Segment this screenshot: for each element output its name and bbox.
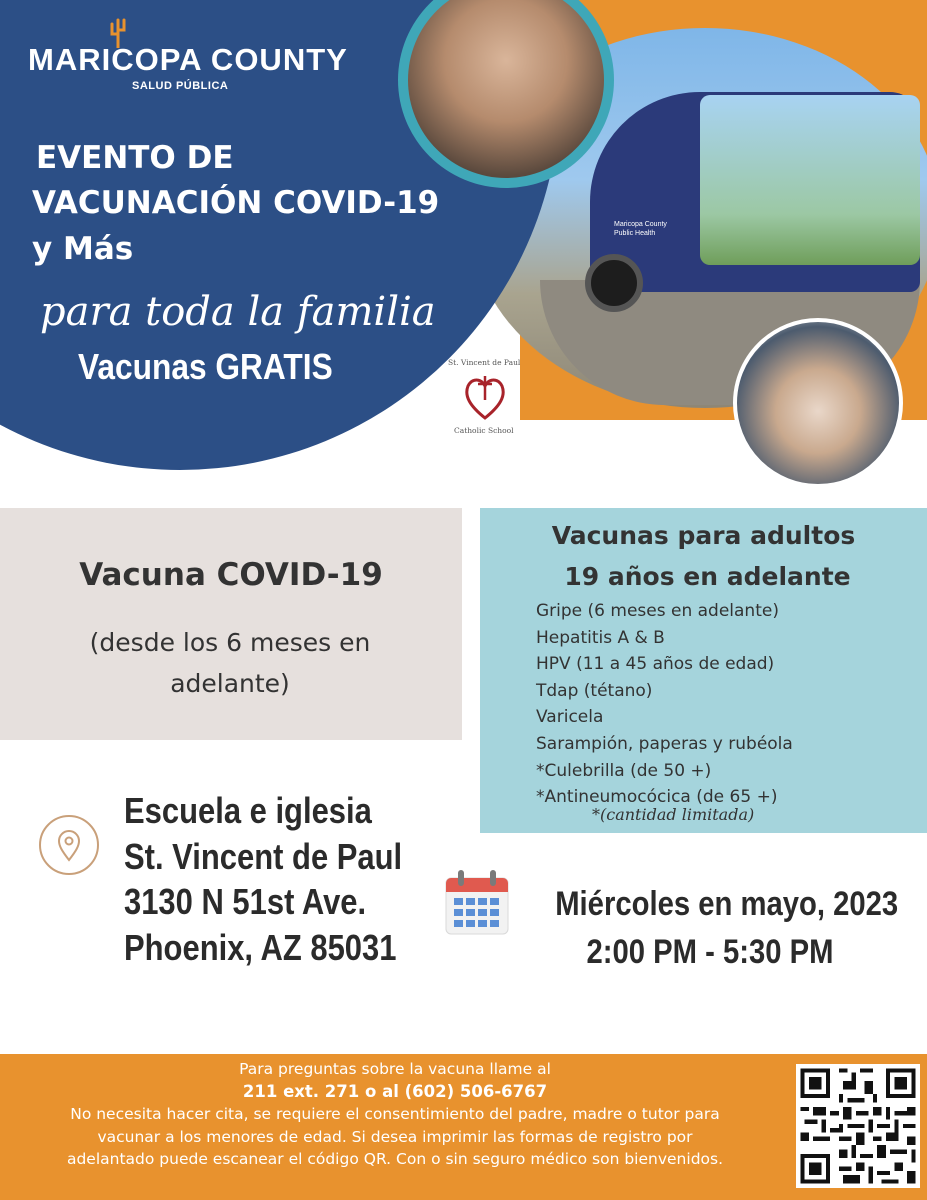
van-logo: [614, 220, 667, 238]
adult-vaccine-list: [536, 598, 793, 811]
hero-title-line2: VACUNACIÓN COVID-19: [32, 185, 440, 221]
address-line: 3130 N 51st Ave.: [124, 881, 367, 922]
van-wrap-graphic: [700, 95, 920, 265]
footer-phone: 211 ext. 271 o al (602) 506-6767: [242, 1081, 548, 1101]
hero-title-line1: EVENTO DE: [36, 140, 234, 176]
free-vaccines-label: Vacunas GRATIS: [78, 346, 333, 387]
hero-tagline: para toda la familia: [40, 289, 436, 335]
van-logo-line1: Maricopa County: [614, 221, 667, 228]
address-line: St. Vincent de Paul: [124, 835, 403, 877]
cactus-logo-icon: [108, 14, 128, 48]
list-item: Tdap (tétano): [536, 680, 653, 701]
footer-info: [0, 1058, 790, 1171]
footer-info-line: No necesita hacer cita, se requiere el consentimiento del padre, madre o tutor para: [70, 1105, 720, 1123]
event-time: 2:00 PM - 5:30 PM: [586, 933, 834, 971]
footer-info-line: adelantado puede escanear el código QR. Con o sin seguro médico son bienvenidos.: [66, 1150, 724, 1168]
list-item: Hepatitis A & B: [536, 627, 665, 648]
seniors-photo: [733, 318, 903, 488]
covid-panel-subtitle: (desde los 6 meses en adelante): [89, 628, 371, 698]
covid-panel-title: Vacuna COVID-19: [79, 557, 383, 593]
adult-panel-title-line1: Vacunas para adultos: [551, 521, 856, 550]
footer-info-line: vacunar a los menores de edad. Si desea imprimir las formas de registro por: [97, 1127, 693, 1146]
location-pin-icon: [38, 814, 100, 876]
heart-cross-icon: [462, 370, 508, 422]
list-item: HPV (11 a 45 años de edad): [536, 654, 775, 675]
list-item: *Antineumocócica (de 65 +): [536, 787, 778, 808]
list-item: *Culebrilla (de 50 +): [536, 760, 712, 781]
qr-code[interactable]: [796, 1064, 920, 1188]
adult-panel-title-line2: 19 años en adelante: [564, 562, 851, 591]
address-line: Phoenix, AZ 85031: [124, 926, 397, 968]
calendar-icon: [444, 868, 510, 936]
hero-title-line3: y Más: [32, 231, 134, 267]
event-schedule: [530, 880, 899, 976]
list-item: Varicela: [536, 707, 604, 728]
list-item: Sarampión, paperas y rubéola: [536, 733, 793, 754]
school-logo-bottom-text: Catholic School: [454, 426, 514, 435]
address-line: Escuela e iglesia: [124, 790, 372, 831]
county-logo-subtitle: SALUD PÚBLICA: [132, 80, 229, 92]
van-front-wheel: [585, 254, 643, 312]
van-logo-line2: Public Health: [614, 230, 656, 237]
list-item: Gripe (6 meses en adelante): [536, 601, 779, 621]
event-address: [124, 788, 402, 970]
school-logo-top-text: St. Vincent de Paul: [448, 358, 521, 367]
footer-question-line: Para preguntas sobre la vacuna llame al: [239, 1060, 551, 1078]
county-logo-title: MARICOPA COUNTY: [28, 42, 348, 77]
school-logo: [440, 356, 532, 446]
event-date: Miércoles en mayo, 2023: [555, 885, 899, 923]
adult-panel-title: [480, 515, 927, 597]
limited-quantity-note: *(cantidad limitada): [592, 805, 755, 824]
